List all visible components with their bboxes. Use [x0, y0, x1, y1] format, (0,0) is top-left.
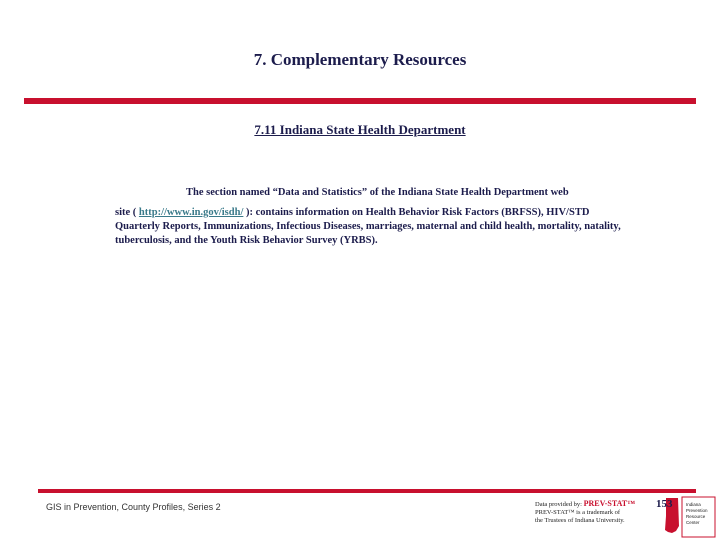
page-number: 153: [656, 498, 673, 510]
section-heading-text: 7.11 Indiana State Health Department: [254, 122, 466, 137]
data-credit: [535, 500, 675, 525]
credit-brand: PREV-STAT™: [583, 499, 636, 508]
top-divider: [24, 98, 696, 104]
paragraph-rest: ): contains information on Health Behavior Risk Factors (BRFSS), HIV/STD Quarterly Reports, Immunizations, Infectious Diseases, marriages, maternal and child health, mortality, natality, tuberculosis, and the Youth Risk Behavior Survey (YRBS).: [115, 207, 621, 246]
credit-prefix: Data provided by:: [535, 501, 582, 508]
credit-line-1: [535, 500, 675, 509]
page-title: 7. Complementary Resources: [253, 50, 467, 69]
bottom-divider: [38, 489, 696, 493]
isdh-link[interactable]: http://www.in.gov/isdh/: [138, 207, 244, 218]
footer-series-text: GIS in Prevention, County Profiles, Series 2: [46, 502, 221, 512]
section-heading: [0, 122, 720, 138]
body-paragraph: [115, 186, 635, 248]
paragraph-first-line: The section named “Data and Statistics” of the Indiana State Health Department web: [186, 187, 569, 198]
credit-line-2: PREV-STAT™ is a trademark of: [535, 509, 621, 516]
credit-line-3: the Trustees of Indiana University.: [535, 517, 625, 524]
paragraph-prefix: site (: [115, 207, 139, 218]
logo-caption: Indiana Prevention Resource Center: [686, 502, 708, 525]
